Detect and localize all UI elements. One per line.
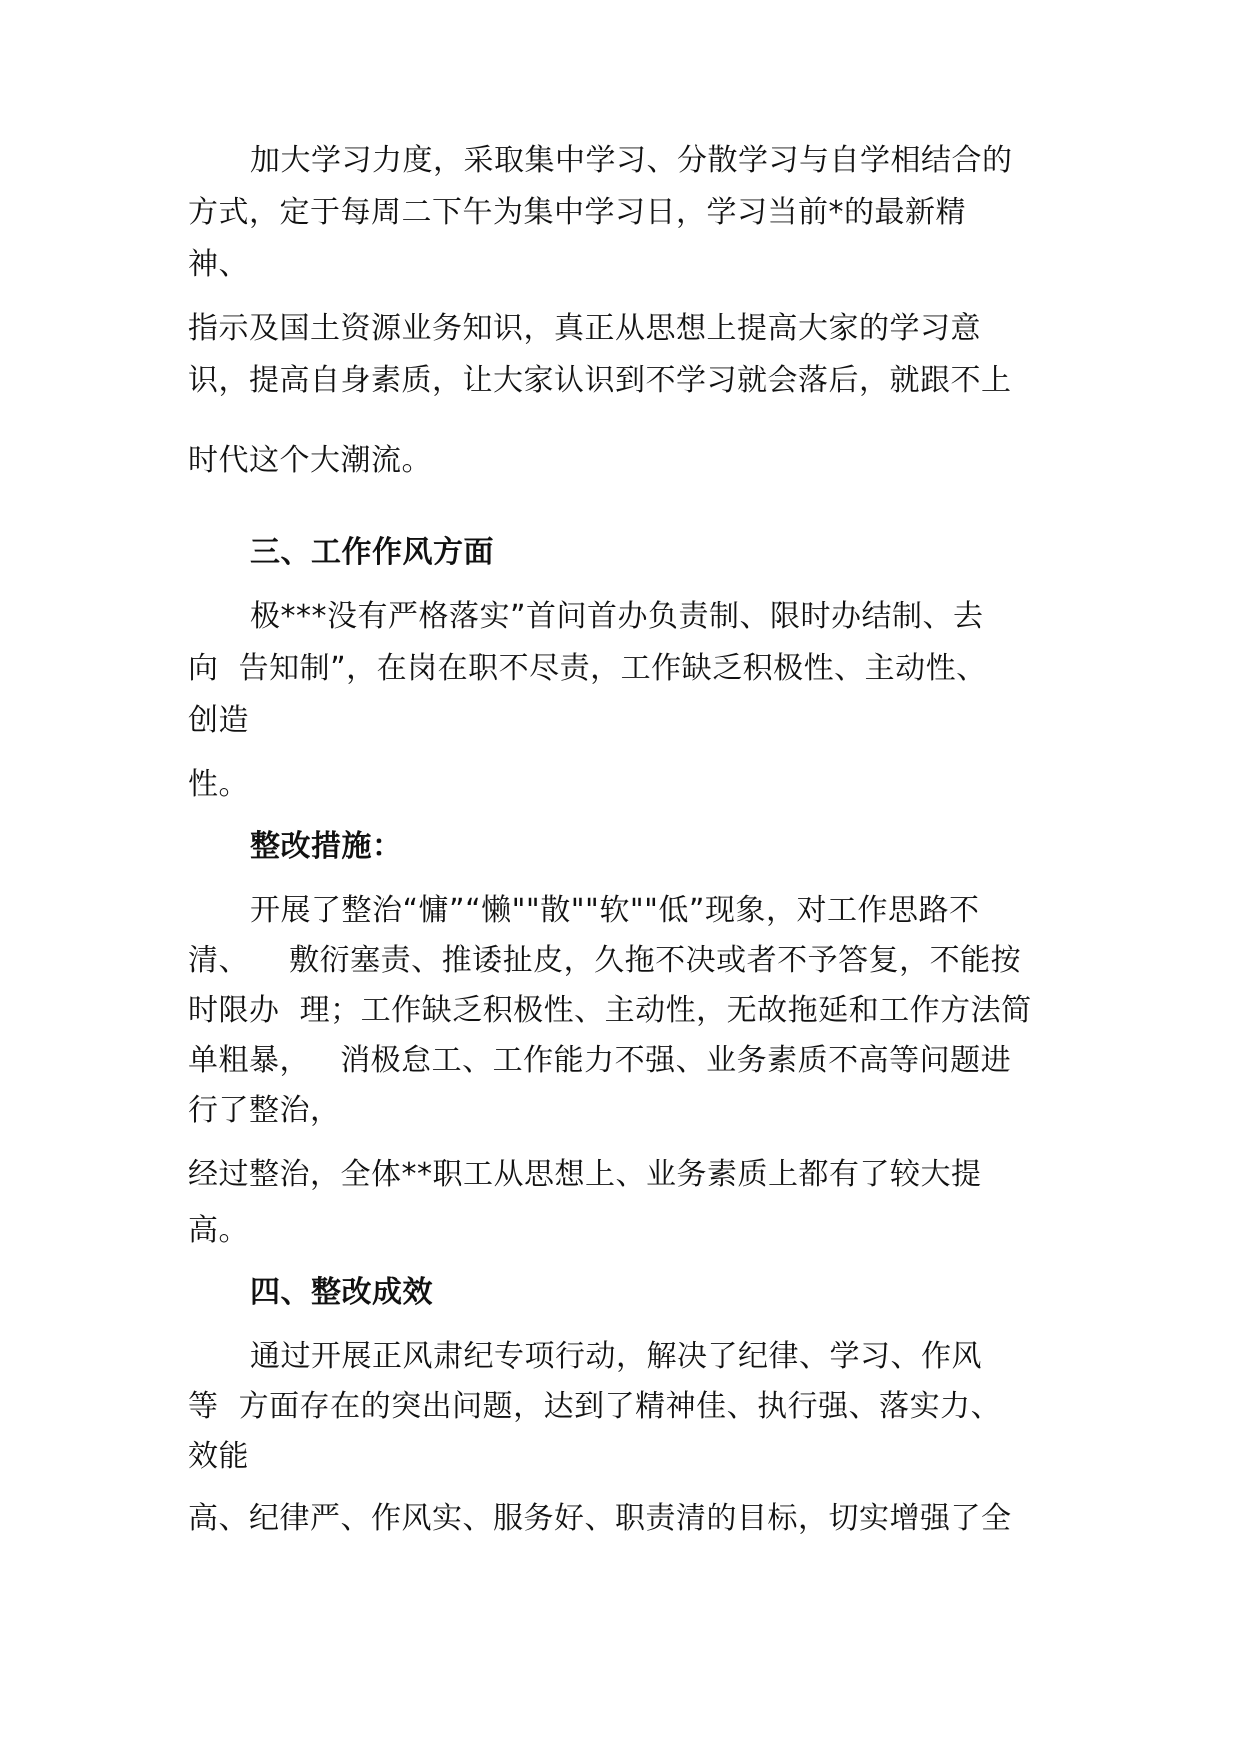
paragraph-line: 向 告知制”，在岗在职不尽责，工作缺乏积极性、主动性、	[188, 651, 987, 686]
paragraph-line: 效能	[188, 1439, 249, 1474]
paragraph-line: 清、 敷衍塞责、推诿扯皮，久拖不决或者不予答复，不能按	[188, 943, 1022, 978]
paragraph-line: 行了整治，	[188, 1093, 341, 1128]
paragraph-line: 识，提高自身素质，让大家认识到不学习就会落后，就跟不上	[188, 363, 1012, 398]
paragraph-line: 指示及国土资源业务知识，真正从思想上提高大家的学习意	[188, 311, 981, 346]
paragraph-line: 极***没有严格落实”首问首办负责制、限时办结制、去	[250, 599, 984, 634]
paragraph-line: 加大学习力度，采取集中学习、分散学习与自学相结合的	[250, 143, 1013, 178]
paragraph-line: 高、纪律严、作风实、服务好、职责清的目标，切实增强了全	[188, 1501, 1012, 1536]
paragraph-line: 创造	[188, 703, 249, 738]
paragraph-line: 方式，定于每周二下午为集中学习日，学习当前*的最新精	[188, 195, 966, 230]
paragraph-line: 单粗暴， 消极怠工、工作能力不强、业务素质不高等问题进	[188, 1043, 1012, 1078]
paragraph-line: 通过开展正风肃纪专项行动，解决了纪律、学习、作风	[250, 1339, 982, 1374]
paragraph-line: 性。	[188, 767, 249, 802]
paragraph-line: 等 方面存在的突出问题，达到了精神佳、执行强、落实力、	[188, 1389, 1002, 1424]
section-heading: 三、工作作风方面	[250, 535, 494, 570]
paragraph-line: 时限办 理；工作缺乏积极性、主动性，无故拖延和工作方法简	[188, 993, 1032, 1028]
subsection-heading: 整改措施：	[250, 829, 403, 864]
paragraph-line: 开展了整治“慵”“懒""散""软""低”现象，对工作思路不	[250, 893, 980, 928]
paragraph-line: 神、	[188, 247, 249, 282]
paragraph-line: 经过整治，全体**职工从思想上、业务素质上都有了较大提	[188, 1157, 982, 1192]
section-heading: 四、整改成效	[250, 1275, 433, 1310]
paragraph-line: 高。	[188, 1213, 249, 1248]
paragraph-line: 时代这个大潮流。	[188, 443, 432, 478]
